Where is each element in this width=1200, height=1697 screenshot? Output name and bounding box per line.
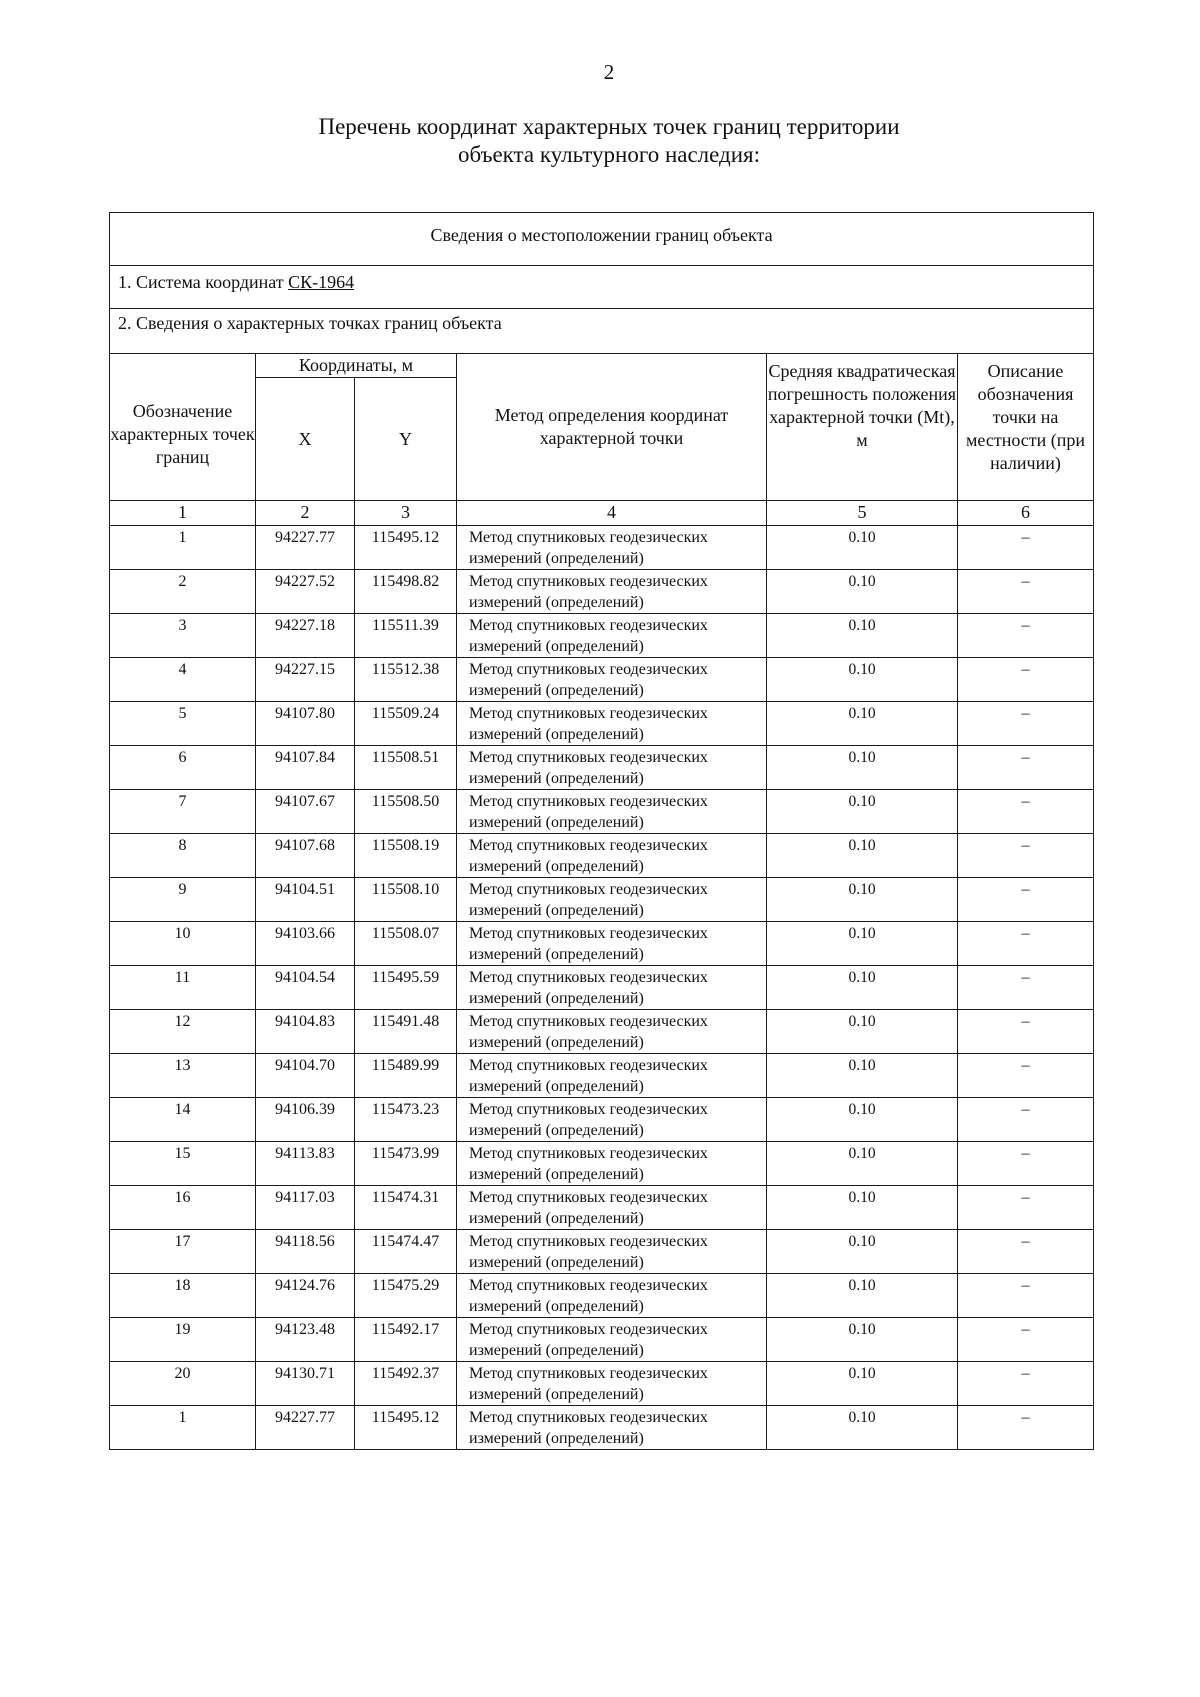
header-error <box>767 354 958 501</box>
header-error-label: Средняя квадратическая погрешность положения характерной точки (Mt), м <box>767 361 957 450</box>
coordinate-system-name: СК-1964 <box>288 272 355 292</box>
description-value: – <box>958 614 1094 658</box>
x-coordinate: 94118.56 <box>256 1230 355 1274</box>
method-cell: Метод спутниковых геодезических измерений (определений) <box>457 790 767 834</box>
y-coordinate: 115508.19 <box>355 834 457 878</box>
point-designation: 8 <box>110 834 256 878</box>
point-designation: 1 <box>110 1406 256 1450</box>
point-designation: 5 <box>110 702 256 746</box>
description-value: – <box>958 746 1094 790</box>
y-coordinate: 115474.47 <box>355 1230 457 1274</box>
description-value: – <box>958 878 1094 922</box>
method-cell: Метод спутниковых геодезических измерений (определений) <box>457 966 767 1010</box>
x-coordinate: 94107.67 <box>256 790 355 834</box>
x-coordinate: 94117.03 <box>256 1186 355 1230</box>
table-row <box>110 526 1094 570</box>
x-coordinate: 94124.76 <box>256 1274 355 1318</box>
point-designation: 10 <box>110 922 256 966</box>
y-coordinate: 115489.99 <box>355 1054 457 1098</box>
description-value: – <box>958 1230 1094 1274</box>
method-cell: Метод спутниковых геодезических измерений (определений) <box>457 702 767 746</box>
error-value: 0.10 <box>767 526 958 570</box>
point-designation: 18 <box>110 1274 256 1318</box>
table-row <box>110 1054 1094 1098</box>
table-row <box>110 614 1094 658</box>
error-value: 0.10 <box>767 1186 958 1230</box>
y-coordinate: 115474.31 <box>355 1186 457 1230</box>
header-designation: Обозначение характерных точек границ <box>110 354 256 501</box>
point-designation: 15 <box>110 1142 256 1186</box>
error-value: 0.10 <box>767 614 958 658</box>
method-cell: Метод спутниковых геодезических измерений (определений) <box>457 1186 767 1230</box>
y-coordinate: 115508.51 <box>355 746 457 790</box>
table-row <box>110 1142 1094 1186</box>
x-coordinate: 94107.80 <box>256 702 355 746</box>
error-value: 0.10 <box>767 658 958 702</box>
point-designation: 9 <box>110 878 256 922</box>
point-designation: 20 <box>110 1362 256 1406</box>
y-coordinate: 115473.23 <box>355 1098 457 1142</box>
x-coordinate: 94130.71 <box>256 1362 355 1406</box>
header-y: Y <box>355 378 457 501</box>
y-coordinate: 115475.29 <box>355 1274 457 1318</box>
description-value: – <box>958 658 1094 702</box>
description-value: – <box>958 526 1094 570</box>
x-coordinate: 94227.15 <box>256 658 355 702</box>
description-value: – <box>958 1142 1094 1186</box>
points-info-line: 2. Сведения о характерных точках границ объекта <box>110 309 1094 354</box>
y-coordinate: 115492.37 <box>355 1362 457 1406</box>
description-value: – <box>958 1362 1094 1406</box>
y-coordinate: 115491.48 <box>355 1010 457 1054</box>
description-value: – <box>958 1318 1094 1362</box>
header-x: X <box>256 378 355 501</box>
error-value: 0.10 <box>767 790 958 834</box>
description-value: – <box>958 1010 1094 1054</box>
method-cell: Метод спутниковых геодезических измерений (определений) <box>457 1406 767 1450</box>
method-cell: Метод спутниковых геодезических измерений (определений) <box>457 1054 767 1098</box>
point-designation: 14 <box>110 1098 256 1142</box>
error-value: 0.10 <box>767 1142 958 1186</box>
x-coordinate: 94104.70 <box>256 1054 355 1098</box>
header-description: Описание обозначения точки на местности (при наличии) <box>958 354 1094 501</box>
x-coordinate: 94106.39 <box>256 1098 355 1142</box>
error-value: 0.10 <box>767 746 958 790</box>
description-value: – <box>958 1186 1094 1230</box>
coordinates-table <box>109 212 1094 1450</box>
y-coordinate: 115495.59 <box>355 966 457 1010</box>
y-coordinate: 115492.17 <box>355 1318 457 1362</box>
method-cell: Метод спутниковых геодезических измерений (определений) <box>457 922 767 966</box>
column-number: 6 <box>958 501 1094 526</box>
x-coordinate: 94104.83 <box>256 1010 355 1054</box>
point-designation: 3 <box>110 614 256 658</box>
method-cell: Метод спутниковых геодезических измерений (определений) <box>457 1362 767 1406</box>
x-coordinate: 94227.18 <box>256 614 355 658</box>
description-value: – <box>958 702 1094 746</box>
table-row <box>110 702 1094 746</box>
error-value: 0.10 <box>767 1010 958 1054</box>
table-row <box>110 1186 1094 1230</box>
title-line-2: объекта культурного наследия: <box>457 142 761 167</box>
y-coordinate: 115495.12 <box>355 1406 457 1450</box>
table-row <box>110 790 1094 834</box>
y-coordinate: 115495.12 <box>355 526 457 570</box>
description-value: – <box>958 1054 1094 1098</box>
point-designation: 4 <box>110 658 256 702</box>
x-coordinate: 94103.66 <box>256 922 355 966</box>
table-row <box>110 922 1094 966</box>
point-designation: 13 <box>110 1054 256 1098</box>
y-coordinate: 115508.10 <box>355 878 457 922</box>
section-title: Сведения о местоположении границ объекта <box>110 213 1094 266</box>
method-cell: Метод спутниковых геодезических измерений (определений) <box>457 878 767 922</box>
title-line-1: Перечень координат характерных точек границ территории <box>318 114 900 139</box>
method-cell: Метод спутниковых геодезических измерений (определений) <box>457 1274 767 1318</box>
description-value: – <box>958 922 1094 966</box>
table-row <box>110 834 1094 878</box>
coordinate-system-prefix: 1. Система координат <box>118 272 289 292</box>
x-coordinate: 94104.51 <box>256 878 355 922</box>
error-value: 0.10 <box>767 570 958 614</box>
column-number: 2 <box>256 501 355 526</box>
y-coordinate: 115512.38 <box>355 658 457 702</box>
table-row <box>110 1098 1094 1142</box>
error-value: 0.10 <box>767 702 958 746</box>
header-method: Метод определения координат характерной точки <box>457 354 767 501</box>
description-value: – <box>958 790 1094 834</box>
table-row <box>110 878 1094 922</box>
method-cell: Метод спутниковых геодезических измерений (определений) <box>457 746 767 790</box>
y-coordinate: 115473.99 <box>355 1142 457 1186</box>
error-value: 0.10 <box>767 1054 958 1098</box>
table-row <box>110 1274 1094 1318</box>
document-title <box>0 113 1200 169</box>
point-designation: 1 <box>110 526 256 570</box>
point-designation: 17 <box>110 1230 256 1274</box>
x-coordinate: 94107.68 <box>256 834 355 878</box>
table-row <box>110 966 1094 1010</box>
point-designation: 16 <box>110 1186 256 1230</box>
description-value: – <box>958 1098 1094 1142</box>
table-row <box>110 1406 1094 1450</box>
x-coordinate: 94107.84 <box>256 746 355 790</box>
method-cell: Метод спутниковых геодезических измерений (определений) <box>457 1318 767 1362</box>
table-row <box>110 658 1094 702</box>
description-value: – <box>958 1274 1094 1318</box>
x-coordinate: 94227.77 <box>256 526 355 570</box>
method-cell: Метод спутниковых геодезических измерений (определений) <box>457 658 767 702</box>
error-value: 0.10 <box>767 1406 958 1450</box>
error-value: 0.10 <box>767 922 958 966</box>
table-row <box>110 570 1094 614</box>
method-cell: Метод спутниковых геодезических измерений (определений) <box>457 1010 767 1054</box>
point-designation: 7 <box>110 790 256 834</box>
x-coordinate: 94227.52 <box>256 570 355 614</box>
description-value: – <box>958 1406 1094 1450</box>
column-number: 3 <box>355 501 457 526</box>
error-value: 0.10 <box>767 1362 958 1406</box>
table-row <box>110 1230 1094 1274</box>
table-row <box>110 746 1094 790</box>
error-value: 0.10 <box>767 1318 958 1362</box>
y-coordinate: 115508.07 <box>355 922 457 966</box>
method-cell: Метод спутниковых геодезических измерений (определений) <box>457 1142 767 1186</box>
coordinate-system-line <box>110 266 1094 309</box>
column-number: 1 <box>110 501 256 526</box>
error-value: 0.10 <box>767 966 958 1010</box>
error-value: 0.10 <box>767 834 958 878</box>
x-coordinate: 94104.54 <box>256 966 355 1010</box>
method-cell: Метод спутниковых геодезических измерений (определений) <box>457 834 767 878</box>
table-row <box>110 1010 1094 1054</box>
error-value: 0.10 <box>767 878 958 922</box>
error-value: 0.10 <box>767 1230 958 1274</box>
method-cell: Метод спутниковых геодезических измерений (определений) <box>457 570 767 614</box>
point-designation: 12 <box>110 1010 256 1054</box>
method-cell: Метод спутниковых геодезических измерений (определений) <box>457 1098 767 1142</box>
x-coordinate: 94227.77 <box>256 1406 355 1450</box>
description-value: – <box>958 966 1094 1010</box>
point-designation: 11 <box>110 966 256 1010</box>
error-value: 0.10 <box>767 1274 958 1318</box>
table-row <box>110 1362 1094 1406</box>
description-value: – <box>958 834 1094 878</box>
page-number: 2 <box>603 60 615 84</box>
error-value: 0.10 <box>767 1098 958 1142</box>
column-number: 4 <box>457 501 767 526</box>
y-coordinate: 115509.24 <box>355 702 457 746</box>
y-coordinate: 115498.82 <box>355 570 457 614</box>
table-row <box>110 1318 1094 1362</box>
point-designation: 2 <box>110 570 256 614</box>
header-coordinates: Координаты, м <box>256 354 457 378</box>
description-value: – <box>958 570 1094 614</box>
x-coordinate: 94123.48 <box>256 1318 355 1362</box>
y-coordinate: 115511.39 <box>355 614 457 658</box>
y-coordinate: 115508.50 <box>355 790 457 834</box>
x-coordinate: 94113.83 <box>256 1142 355 1186</box>
method-cell: Метод спутниковых геодезических измерений (определений) <box>457 614 767 658</box>
method-cell: Метод спутниковых геодезических измерений (определений) <box>457 526 767 570</box>
point-designation: 6 <box>110 746 256 790</box>
point-designation: 19 <box>110 1318 256 1362</box>
method-cell: Метод спутниковых геодезических измерений (определений) <box>457 1230 767 1274</box>
column-number: 5 <box>767 501 958 526</box>
